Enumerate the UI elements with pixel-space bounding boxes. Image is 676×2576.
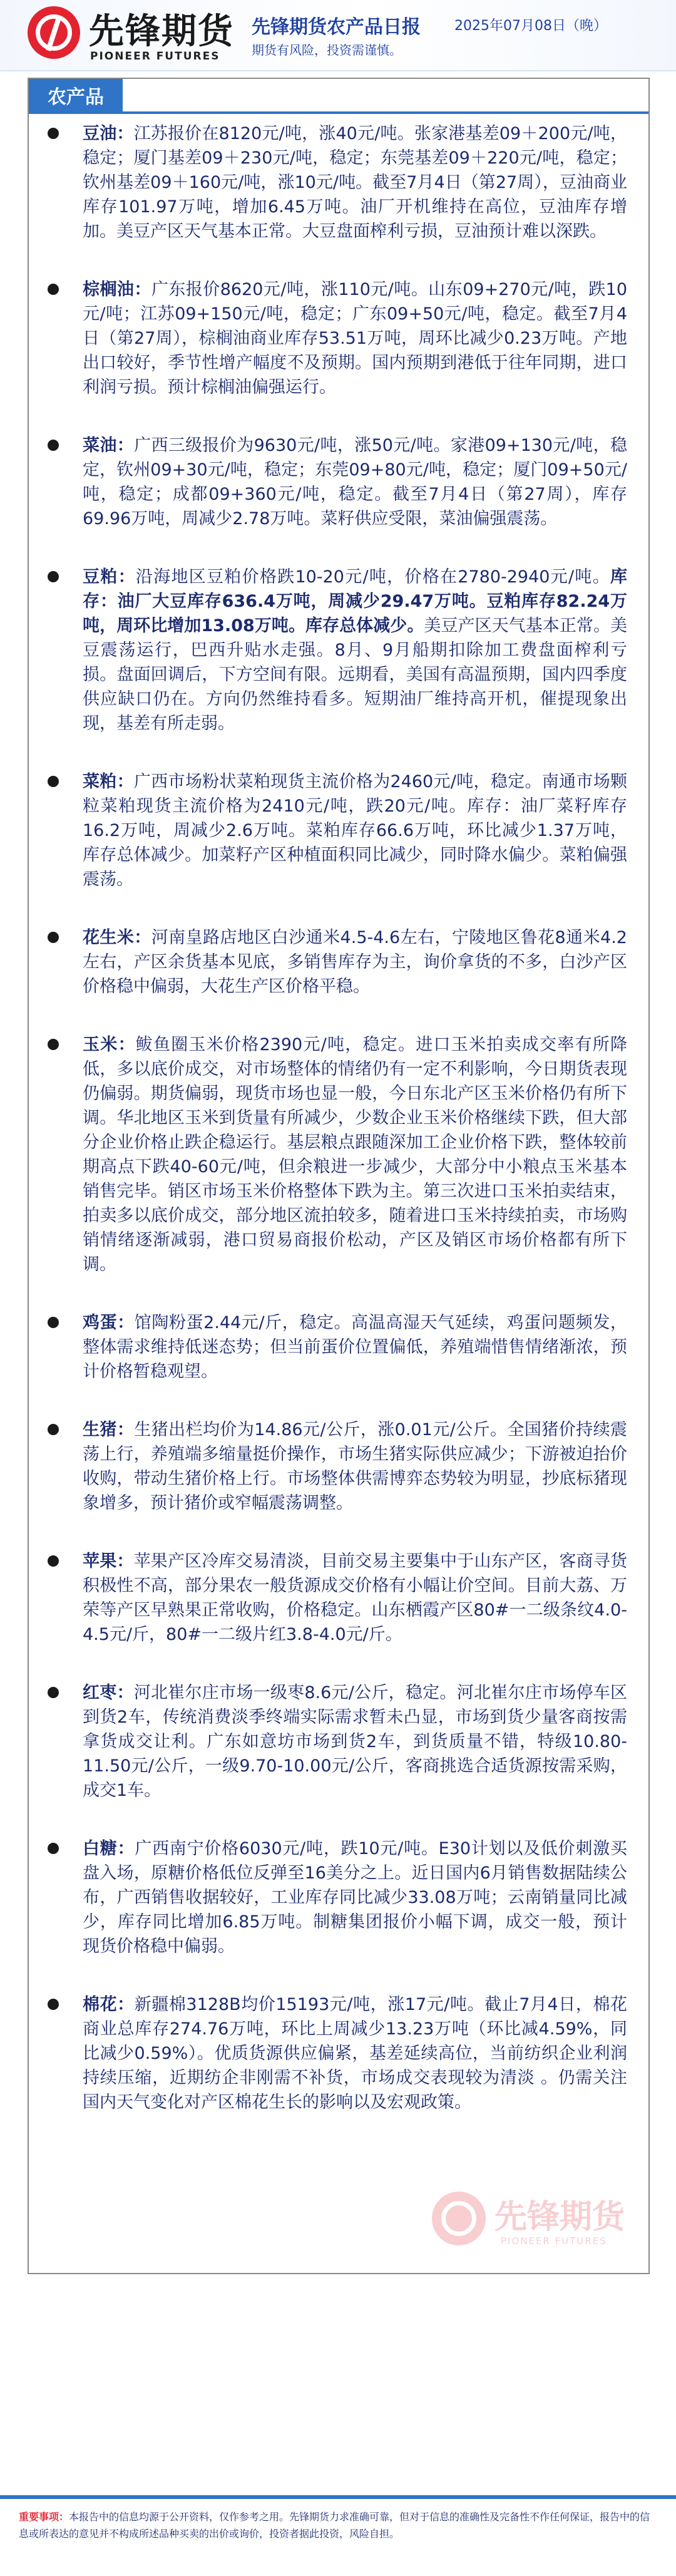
bullet-icon [48,932,59,943]
risk-slogan: 期货有风险，投资需谨慎。 [252,43,402,58]
list-item-rapeseed-meal [29,770,648,892]
logo-chinese-name: 先锋期货 [89,11,234,52]
bullet-icon [48,1317,59,1328]
item-text: 鲅鱼圈玉米价格2390元/吨，稳定。进口玉米拍卖成交率有所降低，多以底价成交，对市场整体的情绪仍有一定不利影响，今日期货表现仍偏弱。期货偏弱，现货市场也显一般，今日东北产区玉米价格仍有所下调。华北地区玉米到货量有所减少，少数企业玉米价格继续下跌，但大部分企业价格止跌企稳运行。基层粮点跟随深加工企业价格下跌，整体较前期高点下跌40-60元/吨，但余粮进一步减少，大部分中小粮点玉米基本销售完毕。销区市场玉米价格整体下跌为主。第三次进口玉米拍卖结束，拍卖多以底价成交，部分地区流拍较多，随着进口玉米持续拍卖，市场购销情绪逐渐减弱，港口贸易商报价松动，产区及销区市场价格都有所下调。 [83,1035,628,1274]
disclaimer-text: 本报告中的信息均源于公开资料，仅作参考之用。先锋期货力求准确可靠，但对于信息的准确性及完备性不作任何保证，报告中的信息或所表达的意见并不构成所述品种买卖的出价或询价，投资者据此投资，风险自担。 [19,2511,650,2540]
watermark-chinese-name: 先锋期货 [494,2198,625,2236]
commodity-list [29,116,648,2115]
list-item-palm-oil [29,277,648,399]
item-text: 广西市场粉状菜粕现货主流价格为2460元/吨，稳定。南通市场颗粒菜粕现货主流价格为2410元/吨，跌20元/吨。库存：油厂菜籽库存16.2万吨，周减少2.6万吨。菜粕库存66.6万吨，环比减少1.37万吨，库存总体减少。加菜籽产区种植面积同比减少，同时降水偏少。菜粕偏强震荡。 [83,772,627,889]
item-text: 美豆产区天气基本正常。美豆震荡运行，巴西升贴水走强。8月、9月船期扣除加工费盘面榨利亏损。盘面回调后，下方空间有限。远期看，美国有高温预期，国内四季度供应缺口仍在。方向仍然维持看多。短期油厂维持高开机，催提现象出现，基差有所走弱。 [83,616,628,733]
item-text: 广西三级报价为9630元/吨，涨50元/吨。家港09+130元/吨，稳定，钦州09+30元/吨，稳定；东莞09+80元/吨，稳定；厦门09+50元/吨，稳定；成都09+360元/吨，稳定。截至7月4日（第27周），库存69.96万吨，周减少2.78万吨。菜籽供应受限，菜油偏强震荡。 [83,436,628,528]
list-item-soybean-meal [29,565,648,736]
item-name: 豆油： [83,124,134,143]
list-item-cotton [29,1992,648,2115]
list-item-egg [29,1311,648,1384]
item-name: 菜粕： [83,772,134,791]
bullet-icon [48,776,59,787]
item-text: 苹果产区冷库交易清淡，目前交易主要集中于山东产区，客商寻货积极性不高，部分果农一般货源成交价格有小幅让价空间。目前大荔、万荣等产区早熟果正常收购，价格稳定。山东栖霞产区80#一二级条纹4.0-4.5元/斤，80#一二级片红3.8-4.0元/斤。 [83,1552,628,1644]
item-name: 菜油： [83,436,135,455]
item-name: 花生米： [83,928,151,947]
disclaimer [19,2508,657,2542]
bullet-icon [48,1687,59,1698]
item-name: 鸡蛋： [83,1313,135,1332]
report-date: 2025年07月08日（晚） [454,18,607,34]
list-item-sugar [29,1837,648,1959]
list-item-peanut [29,925,648,999]
list-item-rapeseed-oil [29,433,648,531]
bullet-icon [48,1843,59,1854]
bullet-icon [48,284,59,295]
report-header [0,0,676,71]
item-text: 江苏报价在8120元/吨，涨40元/吨。张家港基差09＋200元/吨，稳定；厦门基差09＋230元/吨，稳定；东莞基差09＋220元/吨，稳定；钦州基差09＋160元/吨，涨10元/吨。截至7月4日（第27周），豆油商业库存101.97万吨，增加6.45万吨。油厂开机维持在高位，豆油库存增加。美豆产区天气基本正常。大豆盘面榨利亏损，豆油预计难以深跌。 [83,124,628,241]
list-item-apple [29,1549,648,1647]
report-title: 先锋期货农产品日报 [252,16,421,38]
disclaimer-label: 重要事项： [19,2511,69,2523]
item-text: 生猪出栏均价为14.86元/公斤，涨0.01元/公斤。全国猪价持续震荡上行，养殖端多缩量挺价操作，市场生猪实际供应减少；下游被迫抬价收购，带动生猪价格上行。市场整体供需博弈态势较为明显，抄底标猪现象增多，预计猪价或窄幅震荡调整。 [83,1420,628,1513]
watermark-logo-icon [432,2192,486,2245]
item-highlight: 库存：油厂大豆库存636.4万吨，周减少29.47万吨。豆粕库存82.24万吨，周环比增加13.08万吨。库存总体减少。 [83,567,628,636]
watermark-english-name: PIONEER FUTURES [501,2235,607,2247]
bullet-icon [48,1424,59,1435]
item-text: 河北崔尔庄市场一级枣8.6元/公斤，稳定。河北崔尔庄市场停车区到货2车，传统消费淡季终端实际需求暂未凸显，市场到货少量客商按需拿货成交让利。广东如意坊市场到货2车，到货质量不错，特级10.80-11.50元/公斤，一级9.70-10.00元/公斤，客商挑选合适货源按需采购，成交1车。 [83,1683,627,1800]
bullet-icon [48,128,59,139]
company-logo-icon [28,6,80,59]
bullet-icon [48,1039,59,1050]
bullet-icon [48,440,59,451]
list-item-corn [29,1033,648,1277]
item-name: 玉米： [83,1035,136,1054]
item-text: 河南皇路店地区白沙通米4.5-4.6左右，宁陵地区鲁花8通米4.2左右，产区余货基本见底，多销售库存为主，询价拿货的不多，白沙产区价格稳中偏弱，大花生产区价格平稳。 [83,928,627,996]
item-name: 棉花： [83,1995,135,2014]
list-item-red-date [29,1681,648,1803]
item-text: 广东报价8620元/吨，涨110元/吨。山东09+270元/吨，跌10元/吨；江苏09+150元/吨，稳定；广东09+50元/吨，稳定。截至7月4日（第27周），棕榈油商业库存53.51万吨，周环比减少0.23万吨。产地出口较好，季节性增产幅度不及预期。国内预期到港低于往年同期，进口利润亏损。预计棕榈油偏强运行。 [83,280,627,397]
footer-divider [0,2495,676,2499]
item-name: 白糖： [83,1839,135,1858]
item-text: 馆陶粉蛋2.44元/斤，稳定。高温高湿天气延续，鸡蛋问题频发，整体需求维持低迷态势；但当前蛋价位置偏低，养殖端惜售情绪渐浓，预计价格暂稳观望。 [83,1313,627,1381]
item-name: 红枣： [83,1683,134,1703]
item-name: 豆粕： [83,567,136,587]
section-divider [29,111,648,114]
item-text: 广西南宁价格6030元/吨，跌10元/吨。E30计划以及低价刺激买盘入场，原糖价格低位反弹至16美分之上。近日国内6月销售数据陆续公布，广西销售收据较好，工业库存同比减少33.08万吨；云南销量同比减少，库存同比增加6.85万吨。制糖集团报价小幅下调，成交一般，预计现货价格稳中偏弱。 [83,1839,627,1956]
list-item-soybean-oil [29,121,648,244]
item-text: 新疆棉3128B均价15193元/吨，涨17元/吨。截止7月4日，棉花商业总库存274.76万吨，环比上周减少13.23万吨（环比减4.59%，同比减少0.59%）。优质货源供应偏紧，基差延续高位，当前纺织企业利润持续压缩，近期纺企非刚需不补货，市场成交表现较为清淡 。仍需关注国内天气变化对产区棉花生长的影响以及宏观政策。 [83,1995,627,2112]
logo-english-name: PIONEER FUTURES [90,50,220,63]
item-name: 苹果： [83,1552,134,1571]
bullet-icon [48,571,59,582]
watermark-logo [432,2185,638,2260]
item-name: 棕榈油： [83,280,151,299]
list-item-hog [29,1418,648,1515]
bullet-icon [48,1555,59,1567]
item-name: 生猪： [83,1420,135,1440]
bullet-icon [48,1999,59,2010]
item-text: 沿海地区豆粕价格跌10-20元/吨，价格在2780-2940元/吨。 [135,567,611,587]
content-frame [28,78,650,2274]
section-tag: 农产品 [29,79,123,111]
